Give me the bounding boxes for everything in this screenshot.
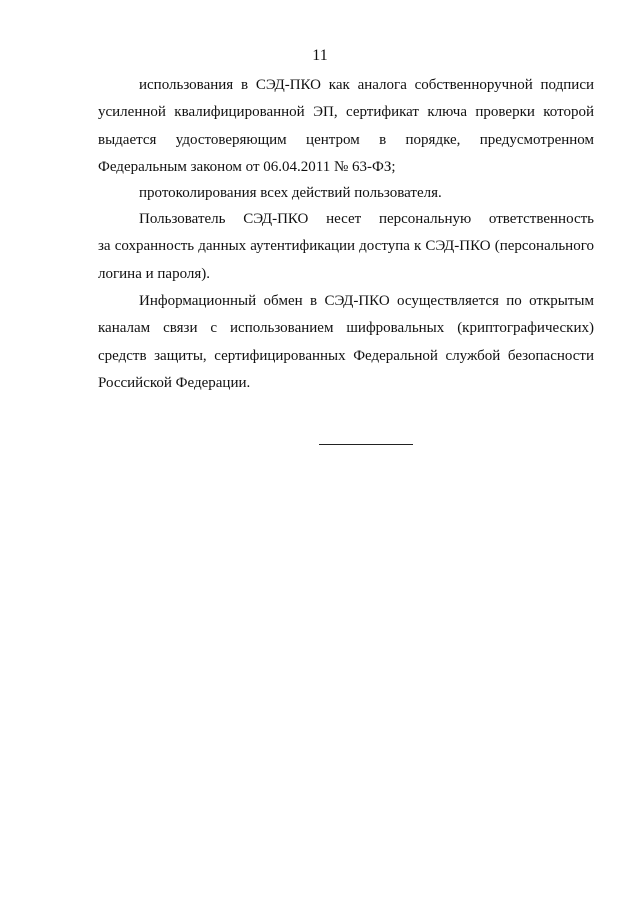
text-line: Информационный обмен в СЭД-ПКО осуществляется по открытым — [139, 293, 594, 309]
paragraph-user-responsibility — [98, 206, 594, 288]
paragraph-signature-usage — [98, 72, 594, 182]
text-line: Федеральным законом от 06.04.2011 № 63-ФЗ; — [98, 159, 396, 176]
page-number: 11 — [312, 47, 328, 64]
text-line: протоколирования всех действий пользователя. — [139, 185, 442, 201]
text-line: логина и пароля). — [98, 265, 210, 282]
text-line: за сохранность данных аутентификации доступа к СЭД-ПКО (персонального — [98, 238, 594, 255]
paragraph-information-exchange — [98, 288, 594, 398]
text-line: усиленной квалифицированной ЭП, сертификат ключа проверки которой — [98, 104, 594, 121]
text-line: средств защиты, сертифицированных Федеральной службой безопасности — [98, 347, 594, 364]
text-line: Пользователь СЭД-ПКО несет персональную ответственность — [139, 211, 594, 227]
end-of-document-rule — [319, 444, 413, 445]
text-line: Российской Федерации. — [98, 375, 251, 392]
text-line: использования в СЭД-ПКО как аналога собственноручной подписи — [139, 77, 594, 93]
text-line: выдается удостоверяющим центром в порядке, предусмотренном — [98, 131, 594, 148]
paragraph-logging — [98, 180, 594, 207]
text-line: каналам связи с использованием шифровальных (криптографических) — [98, 320, 594, 337]
